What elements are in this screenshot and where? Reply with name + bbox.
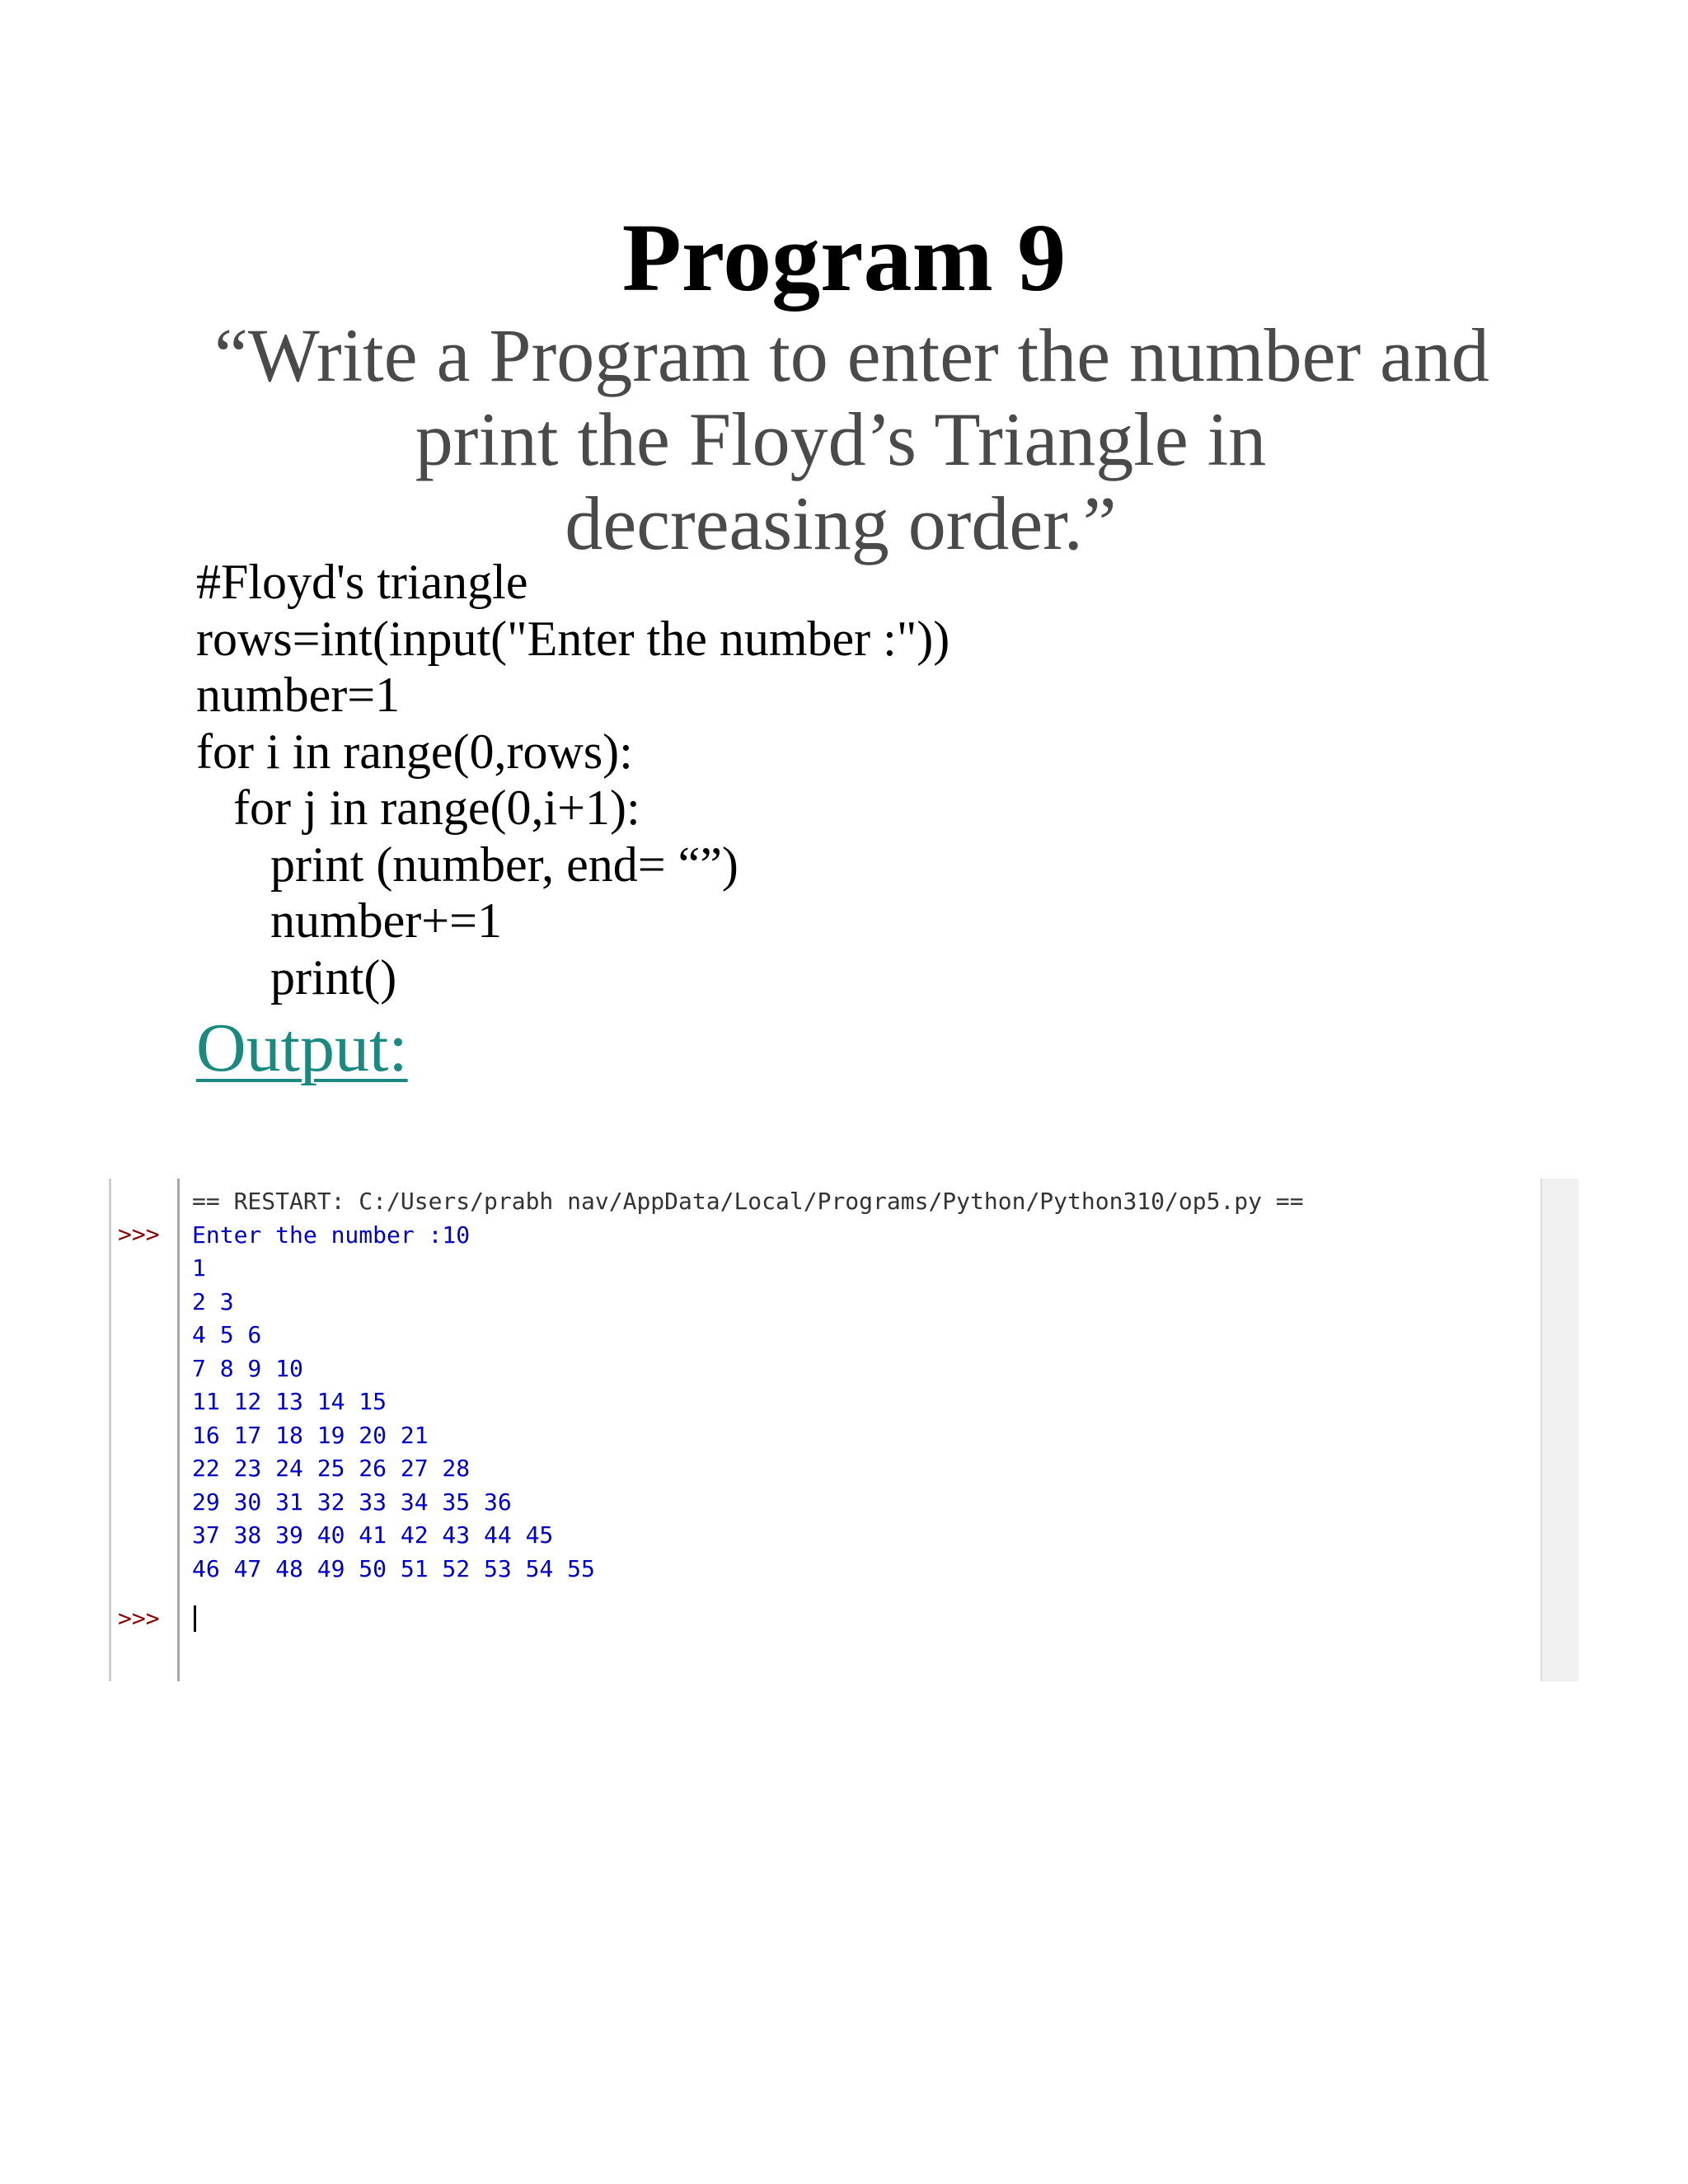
code-line: #Floyd's triangle [196, 555, 528, 609]
code-line: print() [196, 949, 397, 1005]
problem-statement-line: decreasing order.” [565, 481, 1117, 565]
output-line: 11 12 13 14 15 [192, 1388, 387, 1415]
code-line: number=1 [196, 668, 401, 722]
problem-statement [214, 313, 1489, 565]
code-line: for i in range(0,rows): [196, 724, 633, 779]
output-heading: Output: [196, 1010, 408, 1086]
output-line: 2 3 [192, 1287, 234, 1315]
shell-prompt: >>> [118, 1221, 160, 1248]
restart-line: == RESTART: C:/Users/prabh nav/AppData/Local/Programs/Python/Python310/op5.py == [192, 1188, 1304, 1215]
shell-prompt: >>> [118, 1605, 160, 1632]
code-line: rows=int(input("Enter the number :")) [196, 611, 950, 666]
output-line: 16 17 18 19 20 21 [192, 1421, 429, 1449]
output-line: 7 8 9 10 [192, 1354, 303, 1382]
shell-output [192, 1185, 1304, 1586]
vertical-scrollbar[interactable] [1540, 1179, 1578, 1681]
shell-gutter [111, 1179, 180, 1681]
text-cursor [194, 1605, 196, 1632]
output-line: 1 [192, 1254, 206, 1282]
output-line: 4 5 6 [192, 1321, 262, 1348]
page-title: Program 9 [621, 204, 1067, 312]
code-line: for j in range(0,i+1): [196, 780, 640, 835]
input-line: Enter the number :10 [192, 1221, 471, 1249]
problem-statement-line: print the Floyd’s Triangle in [415, 397, 1267, 481]
output-line: 37 38 39 40 41 42 43 44 45 [192, 1521, 554, 1549]
code-line: number+=1 [196, 893, 502, 948]
output-line: 29 30 31 32 33 34 35 36 [192, 1488, 512, 1516]
problem-statement-line: “Write a Program to enter the number and [214, 313, 1489, 397]
python-shell-screenshot [109, 1179, 1578, 1681]
source-code [196, 554, 950, 1005]
output-line: 22 23 24 25 26 27 28 [192, 1455, 471, 1482]
code-line: print (number, end= “”) [196, 837, 738, 892]
output-line: 46 47 48 49 50 51 52 53 54 55 [192, 1554, 595, 1582]
